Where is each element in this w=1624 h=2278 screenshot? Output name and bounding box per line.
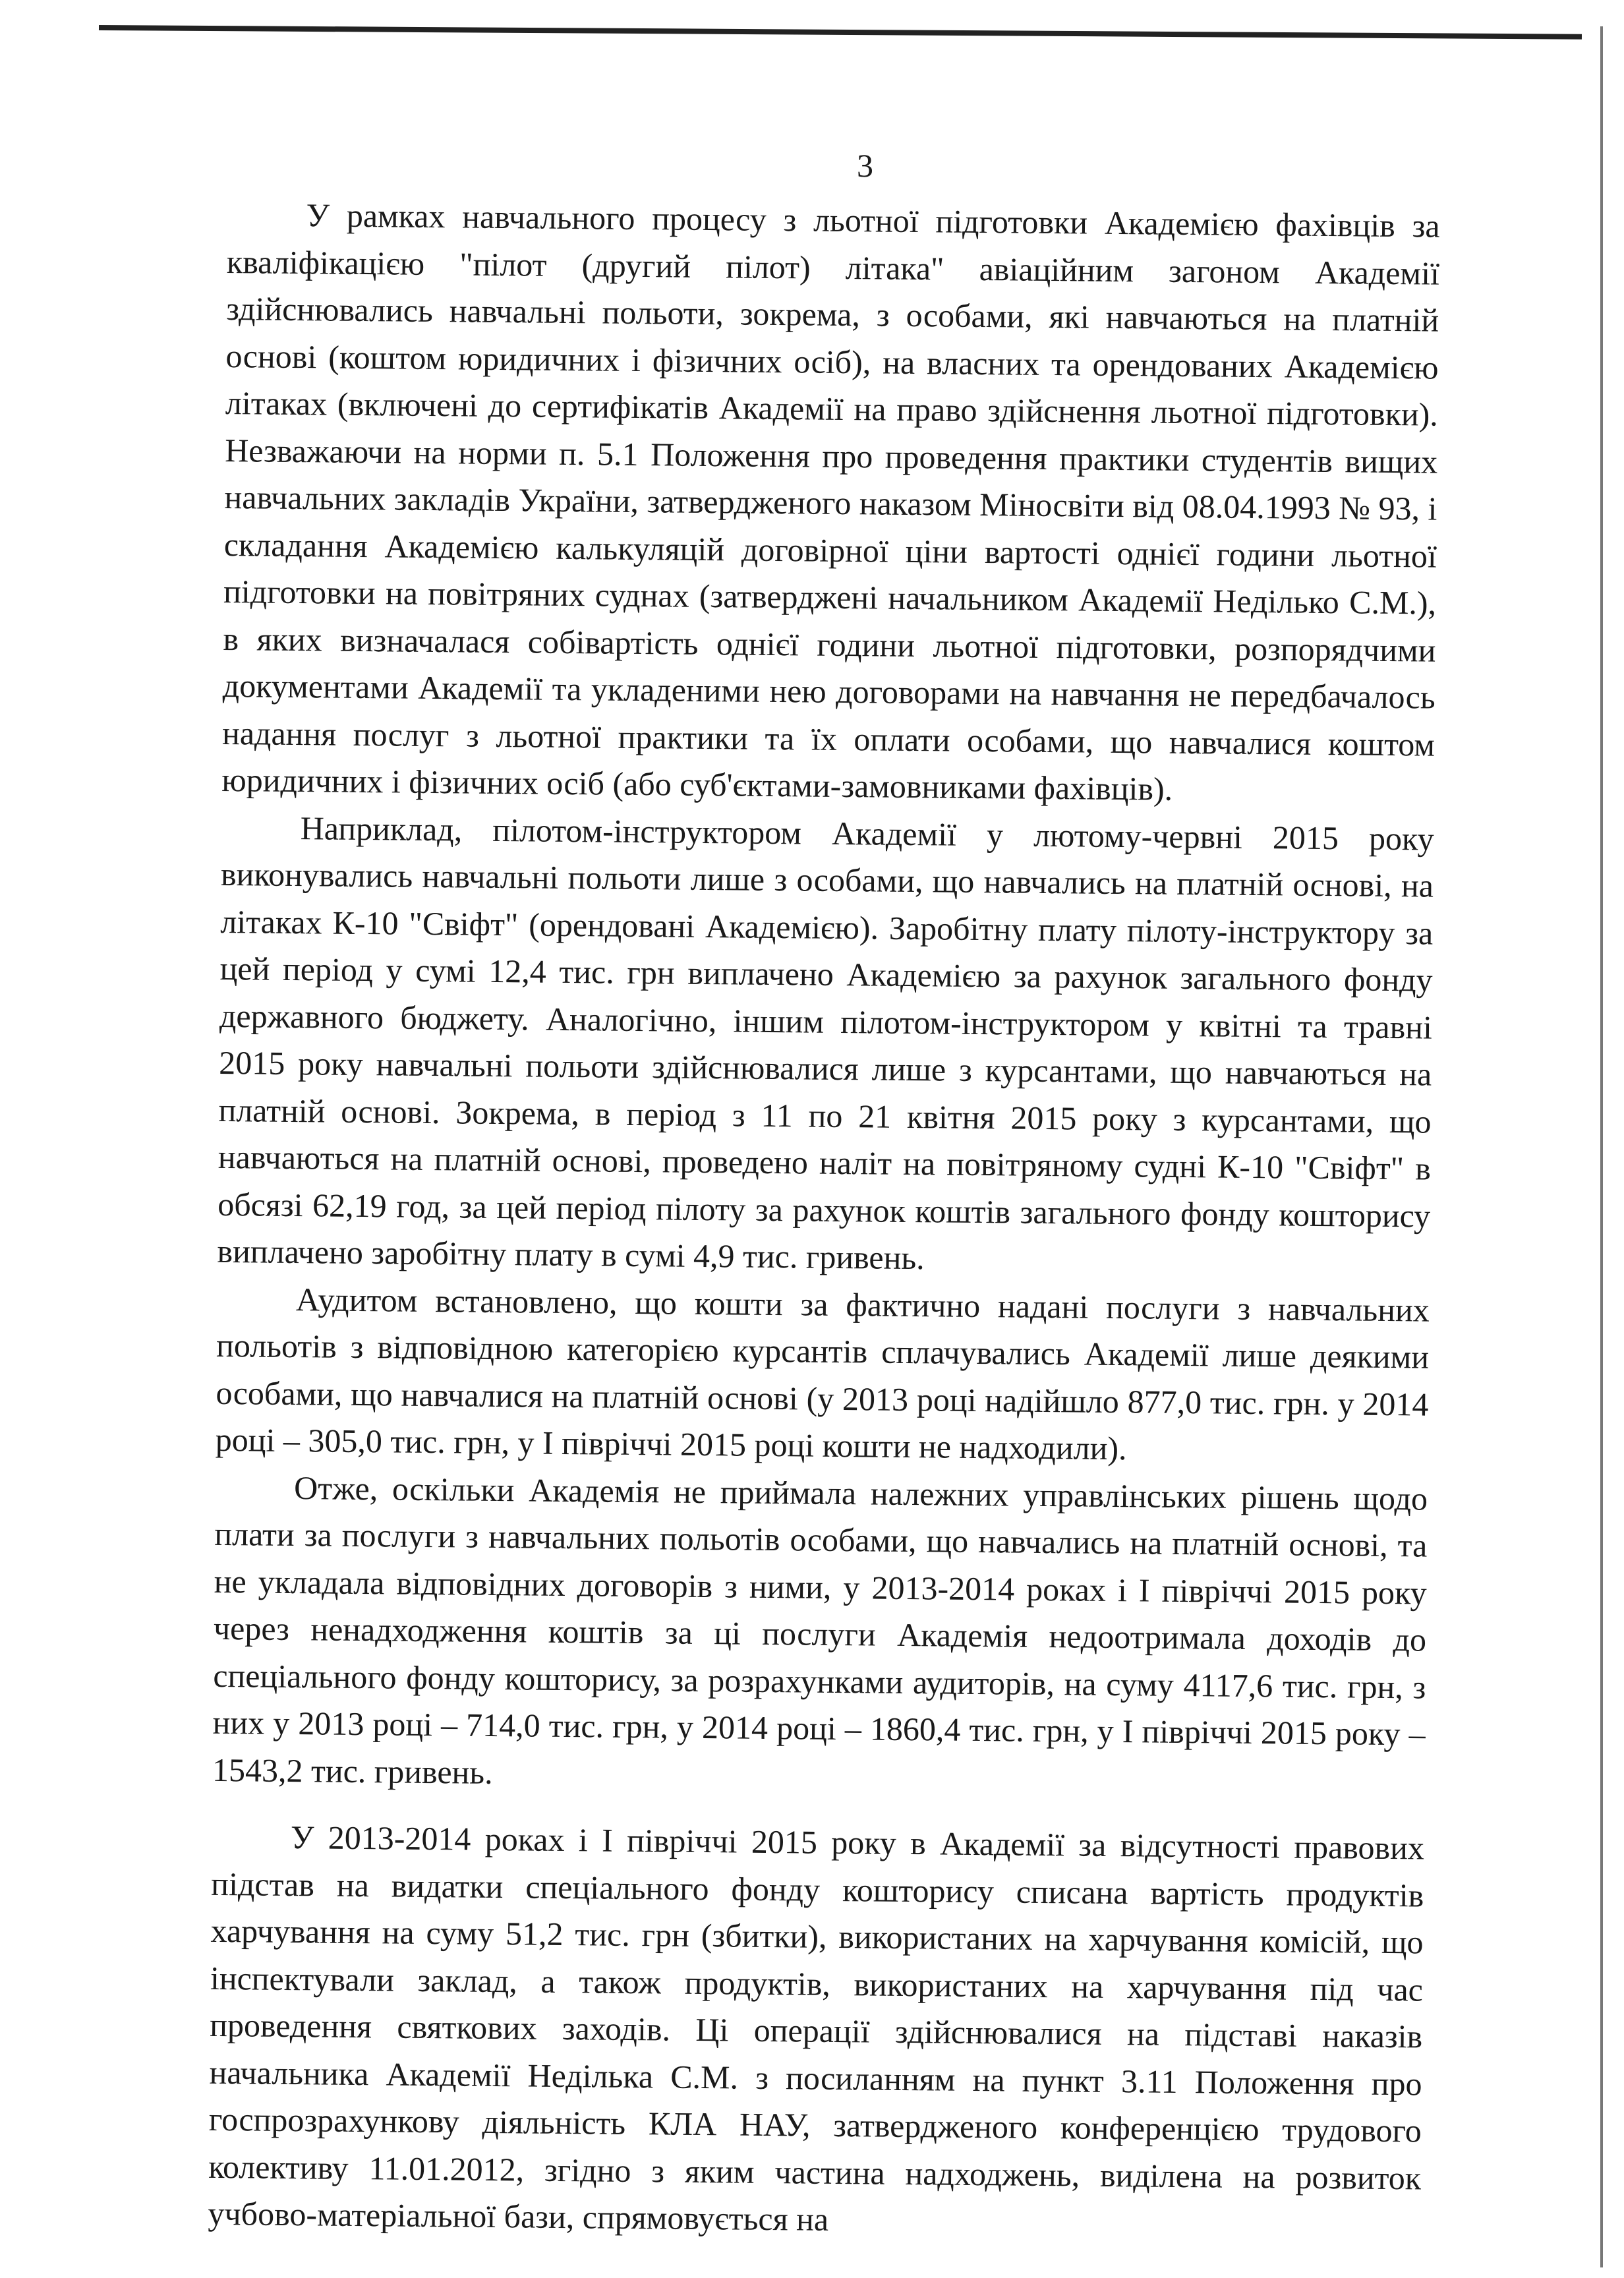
scan-edge-right xyxy=(1600,26,1603,2267)
paragraph-instructor-example: Наприклад, пілотом-інструктором Академії у лютому-червні 2015 року виконувались навчальні польоти лише з особами, що навчались на платній основі, на літаках К-10 "Свіфт" (орендовані Академією). Заробітну плату пілоту-інструктору за цей період у сумі 12,4 тис. грн виплачено Академією за рахунок загального фонду державного бюджету. Аналогічно, іншим пілотом-інструктором у квітні та травні 2015 року навчальні польоти здійснювалися лише з курсантами, що навчаються на платній основі. Зокрема, в період з 11 по 21 квітня 2015 року з курсантами, що навчаються на платній основі, проведено наліт на повітряному судні К-10 "Свіфт" в обсязі 62,19 год, за цей період пілоту за рахунок коштів загального фонду кошторису виплачено заробітну плату в сумі 4,9 тис. гривень. xyxy=(217,809,1434,1277)
paragraph-flight-training: У рамках навчального процесу з льотної підготовки Академією фахівців за кваліфікацією "пілот (другий пілот) літака" авіаційним загоном Академії здійснювались навчальні польоти, зокрема, з особами, які навчаються на платній основі (коштом юридичних і фізичних осіб), на власних та орендованих Академією літаках (включені до сертифікатів Академії на право здійснення льотної підготовки). Незважаючи на норми п. 5.1 Положення про проведення практики студентів вищих навчальних закладів України, затвердженого наказом Міносвіти від 08.04.1993 № 93, і складання Академією калькуляцій договірної ціни вартості однієї години льотної підготовки на повітряних суднах (затверджені начальником Академії Неділько С.М.), в яких визначалася собівартість однієї години льотної підготовки, розпорядчими документами Академії та укладеними нею договорами на навчання не передбачалось надання послуг з льотної практики та їх оплати особами, що навчалися коштом юридичних і фізичних осіб (або суб'єктами-замовниками фахівців). xyxy=(221,196,1440,807)
page-number: 3 xyxy=(857,147,873,184)
paragraph-food-expenses: У 2013-2014 роках і І півріччі 2015 року в Академії за відсутності правових підстав на видатки спеціального фонду кошторису списана вартість продуктів харчування на суму 51,2 тис. грн (збитки), використаних на харчування комісій, що інспектували заклад, а також продуктів, використаних на харчування під час проведення святкових заходів. Ці операції здійснювалися на підставі наказів начальника Академії Неділька С.М. з посиланням на пункт 3.11 Положення про госпрозрахункову діяльність КЛА НАУ, затвердженого конференцією трудового колективу 11.01.2012, згідно з яким частина надходжень, виділена на розвиток учбово-матеріальної бази, спрямовується на xyxy=(208,1819,1425,2238)
document-body xyxy=(208,191,1440,2249)
scan-edge-top xyxy=(99,25,1582,40)
paragraph-audit-finding: Аудитом встановлено, що кошти за фактично надані послуги з навчальних польотів з відповідною категорією курсантів сплачувались Академії лише деякими особами, що навчалися на платній основі (у 2013 році надійшло 877,0 тис. грн. у 2014 році – 305,0 тис. грн, у І півріччі 2015 році кошти не надходили). xyxy=(215,1280,1430,1467)
paragraph-lost-revenue: Отже, оскільки Академія не приймала належних управлінських рішень щодо плати за послуги з навчальних польотів особами, що навчались на платній основі, та не укладала відповідних договорів з ними, у 2013-2014 роках і І півріччі 2015 року через ненадходження коштів за ці послуги Академія недоотримала доходів до спеціального фонду кошторису, за розрахунками аудиторів, на суму 4117,6 тис. грн, з них у 2013 році – 714,0 тис. грн, у 2014 році – 1860,4 тис. грн, у І півріччі 2015 року – 1543,2 тис. гривень. xyxy=(212,1469,1428,1791)
